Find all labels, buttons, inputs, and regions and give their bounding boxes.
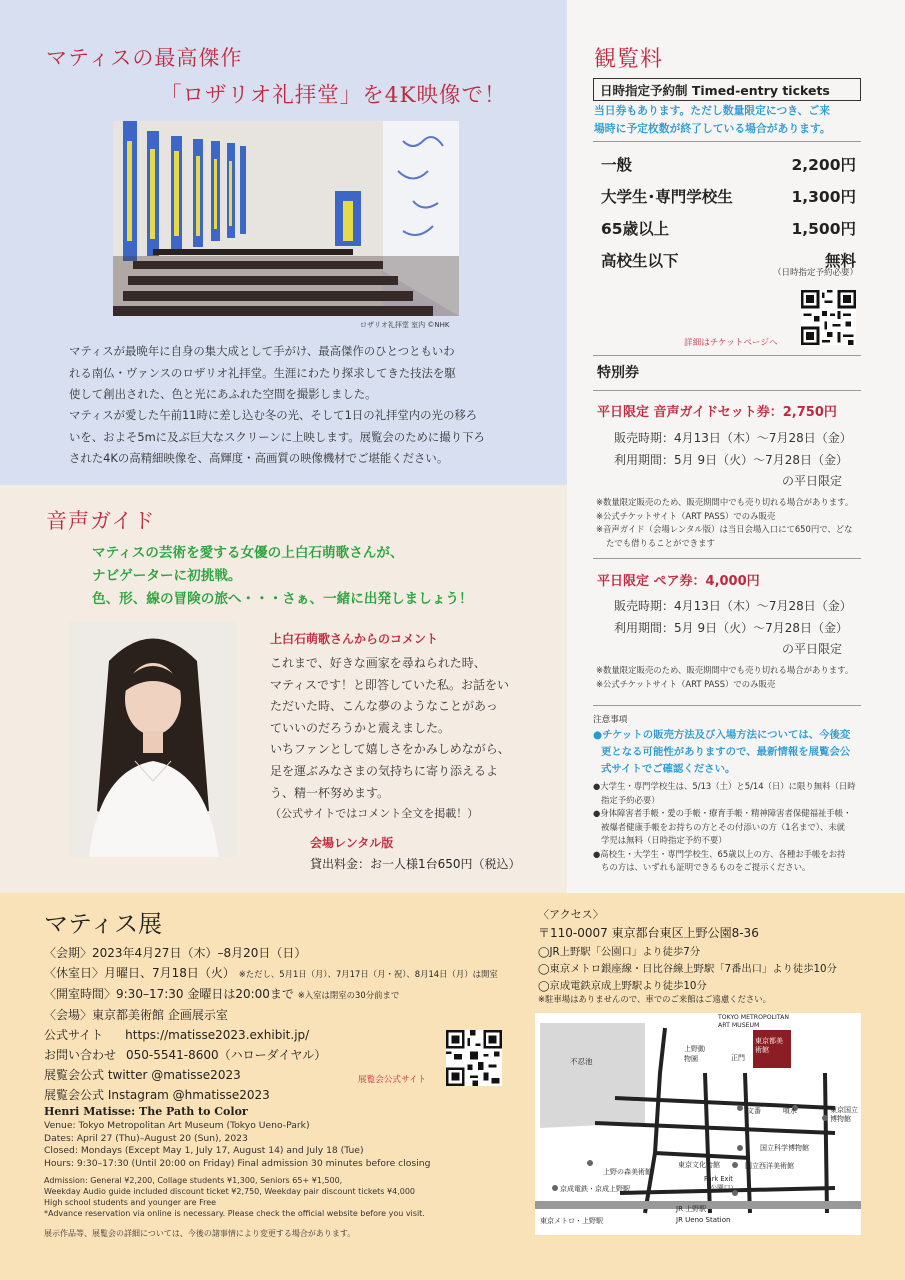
map-bunka: 文番 xyxy=(747,1107,761,1115)
official-site-qr-code[interactable] xyxy=(446,1030,502,1086)
exhibition-schedule: 〈会期〉2023年4月27日（木）–8月20日（日） 〈休室日〉月曜日、7月18日（火） ※ただし、5月1日（月）、7月17日（月・祝）、8月14日（月）は開室 〈開室時間〉9:30–17:30 金曜日は20:00まで ※入室は閉室の30分前まで 〈会場〉東京都美術館 企画展示室 xyxy=(44,946,498,1022)
audio-guide-heading: 音声ガイド xyxy=(46,509,156,533)
feature-heading: マティスの最高傑作 xyxy=(46,46,243,70)
map-fountain: 噴水 xyxy=(783,1107,797,1115)
price-row: 一般 2,200円 xyxy=(601,156,856,174)
pair-ticket-title: 平日限定 ペア券：4,000円 xyxy=(597,574,760,589)
same-day-notice: 当日券もあります。ただし数量限定につき、ご来 場時に予定枚数が終了している場合があります。 xyxy=(594,104,831,135)
instagram-account[interactable]: 展覧会公式 Instagram @hmatisse2023 xyxy=(44,1088,270,1102)
rental-title: 会場レンタル版 xyxy=(310,836,394,850)
map-museum-en: TOKYO METROPOLITAN ART MUSEUM xyxy=(718,1014,789,1029)
feature-description-1: マティスが最晩年に自身の集大成として手がけ、最高傑作のひとつともいわ れる南仏・ヴァンスのロザリオ礼拝堂。生涯にわたり探求してきた技法を駆 使して創出された、色と光にあふれた空間を撮影しました。 xyxy=(69,344,456,401)
disclaimer: 展示作品等、展覧会の詳細については、今後の諸事情により変更する場合があります。 xyxy=(44,1229,356,1238)
english-admission: Admission: General ¥2,200, Collage students ¥1,300, Seniors 65+ ¥1,500, Weekday Audio guide included discount ticket ¥2,750, Weekday pair discount tickets ¥4,000 High school students and younger are Free *Advance reservation via online is necessary. Please check the official website before you visit. xyxy=(44,1176,425,1218)
divider xyxy=(593,558,861,559)
price-row: 大学生･専門学校生 1,300円 xyxy=(601,188,856,206)
audio-guide-lead: マティスの芸術を愛する女優の上白石萌歌さんが、 ナビゲーターに初挑戦。 色、形、線の冒険の旅へ・・・さぁ、一緒に出発しましょう！ xyxy=(92,545,473,607)
divider xyxy=(593,141,861,142)
map-park-exit: Park Exit（公園口） xyxy=(704,1175,737,1192)
map-zoo: 上野動物園 xyxy=(684,1045,705,1063)
map-jr-ueno: JR 上野駅 xyxy=(676,1205,707,1213)
map-jr-ueno-en: JR Ueno Station xyxy=(676,1216,731,1224)
map-keisei: 京成電鉄・京成上野駅 xyxy=(560,1185,630,1193)
english-title: Henri Matisse: The Path to Color xyxy=(44,1105,248,1118)
free-note: （日時指定予約必要） xyxy=(773,268,859,278)
feature-subheading: 「ロザリオ礼拝堂」を4K映像で！ xyxy=(160,83,507,108)
map-gate: 正門 xyxy=(731,1054,745,1062)
pair-ticket-notes: ※数量限定販売のため、販売期間中でも売り切れる場合があります。 ※公式チケットサイト（ART PASS）でのみ販売 xyxy=(596,665,854,689)
ticket-qr-code[interactable] xyxy=(801,290,856,345)
rental-fee: 貸出料金：お一人様1台650円（税込） xyxy=(310,857,521,871)
map-metro: 東京メトロ・上野駅 xyxy=(540,1217,603,1225)
ticket-heading: 観覧料 xyxy=(594,47,664,72)
divider xyxy=(593,705,861,706)
audio-set-ticket-notes: ※数量限定販売のため、販売期間中でも売り切れる場合があります。 ※公式チケットサイト（ART PASS）でのみ販売 ※音声ガイド（会場レンタル版）は当日会場入口にて650円で、どな たでも借りることができます xyxy=(596,497,854,548)
map-bunka-kaikan: 東京文化会館 xyxy=(678,1161,720,1169)
divider xyxy=(593,390,861,391)
access-routes: ◯JR上野駅「公園口」より徒歩7分 ◯東京メトロ銀座線・日比谷線上野駅「7番出口」より徒歩10分 ◯京成電鉄京成上野駅より徒歩10分 xyxy=(538,946,837,992)
divider xyxy=(593,355,861,356)
map-national-museum: 東京国立博物館 xyxy=(830,1106,858,1123)
narrator-portrait xyxy=(69,621,237,857)
parking-note: ※駐車場はありませんので、車でのご来館はご遠慮ください。 xyxy=(538,994,771,1004)
photo-credit: ロザリオ礼拝堂 室内 ©NHK xyxy=(360,321,450,329)
caution-items: ●大学生・専門学校生は、5/13（土）と5/14（日）に限り無料（日時 指定予約必要） ●身体障害者手帳・愛の手帳・療育手帳・精神障害者保健福祉手帳・ 被爆者健康手帳をお持ちの方とその付添いの方（1名まで）、未就 学児は無料（日時指定予約不要） ●高校生・大学生・専門学校生、65歳以上の方、各種お手帳をお持 ちの方は、いずれも証明できるものをご提示ください。 xyxy=(593,781,856,872)
official-site-link[interactable]: https://matisse2023.exhibit.jp/ xyxy=(125,1028,310,1042)
chapel-photo xyxy=(113,121,459,316)
audio-set-ticket-title: 平日限定 音声ガイドセット券：2,750円 xyxy=(597,405,837,420)
comment-note: （公式サイトではコメント全文を掲載！） xyxy=(270,807,479,820)
access-address: 〒110-0007 東京都台東区上野公園8-36 xyxy=(538,926,759,940)
timed-entry-badge: 日時指定予約制 Timed-entry tickets xyxy=(593,78,861,101)
narrator-comment: これまで、好きな画家を尋ねられた時、 マティスです！と即答していた私。お話をい ただいた時、こんな夢のようなことがあっ ていいのだろうかと震えました。 いちファンとして嬉しさをかみしめながら、 足を運ぶみなさまの気持ちに寄り添えるよ う、精一杯努めます。 xyxy=(270,656,510,800)
map-science-museum: 国立科学博物館 xyxy=(760,1144,809,1152)
official-site-qr-label: 展覧会公式サイト xyxy=(358,1075,427,1085)
map-pond: 不忍池 xyxy=(570,1057,593,1066)
english-info: Venue: Tokyo Metropolitan Art Museum (Tokyo Ueno-Park) Dates: April 27 (Thu)–August 20 (Sun), 2023 Closed: Mondays (Except May 1, July 17, August 14) and July 18 (Tue) Hours: 9:30–17:30 (Until 20:00 on Friday) Final admission 30 minutes before closing xyxy=(44,1120,431,1169)
ticket-page-link[interactable]: 詳細はチケットページへ xyxy=(684,338,778,348)
audio-set-ticket-periods: 販売時期：4月13日（木）〜7月28日（金） 利用期間：5月 9日（火）〜7月28日（金） の平日限定 xyxy=(614,431,852,488)
special-ticket-heading: 特別券 xyxy=(597,365,639,381)
exhibition-contacts: 公式サイト https://matisse2023.exhibit.jp/ お問い合わせ 050-5541-8600（ハローダイヤル） 展覧会公式 twitter @matisse2023 展覧会公式 Instagram @hmatisse2023 xyxy=(44,1025,374,1105)
twitter-account[interactable]: 展覧会公式 twitter @matisse2023 xyxy=(44,1068,241,1082)
exhibition-title: マティス展 xyxy=(44,910,163,938)
map-forest-museum: 上野の森美術館 xyxy=(603,1168,652,1176)
caution-heading: 注意事項 xyxy=(593,715,628,725)
caution-main: ●チケットの販売方法及び入場方法については、今後変 更となる可能性がありますので、最新情報を展覧会公 式サイトでご確認ください。 xyxy=(593,729,851,775)
price-row: 高校生以下 無料 xyxy=(601,252,856,270)
feature-description-2: マティスが愛した午前11時に差し込む冬の光、そして1日の礼拝堂内の光の移ろ いを、およそ5mに及ぶ巨大なスクリーンに上映します。展覧会のために撮り下ろ された4Kの高精細映像を、高輝度・高画質の映像機材でご堪能ください。 xyxy=(69,408,485,465)
access-heading: 〈アクセス〉 xyxy=(538,908,604,921)
price-table xyxy=(601,148,859,278)
price-row: 65歳以上 1,500円 xyxy=(601,220,856,238)
map-museum-jp: 東京都美術館 xyxy=(755,1037,783,1054)
comment-title: 上白石萌歌さんからのコメント xyxy=(270,632,439,646)
map-western-museum: 国立西洋美術館 xyxy=(745,1162,794,1170)
pair-ticket-periods: 販売時期：4月13日（木）〜7月28日（金） 利用期間：5月 9日（火）〜7月28日（金） の平日限定 xyxy=(614,599,852,656)
